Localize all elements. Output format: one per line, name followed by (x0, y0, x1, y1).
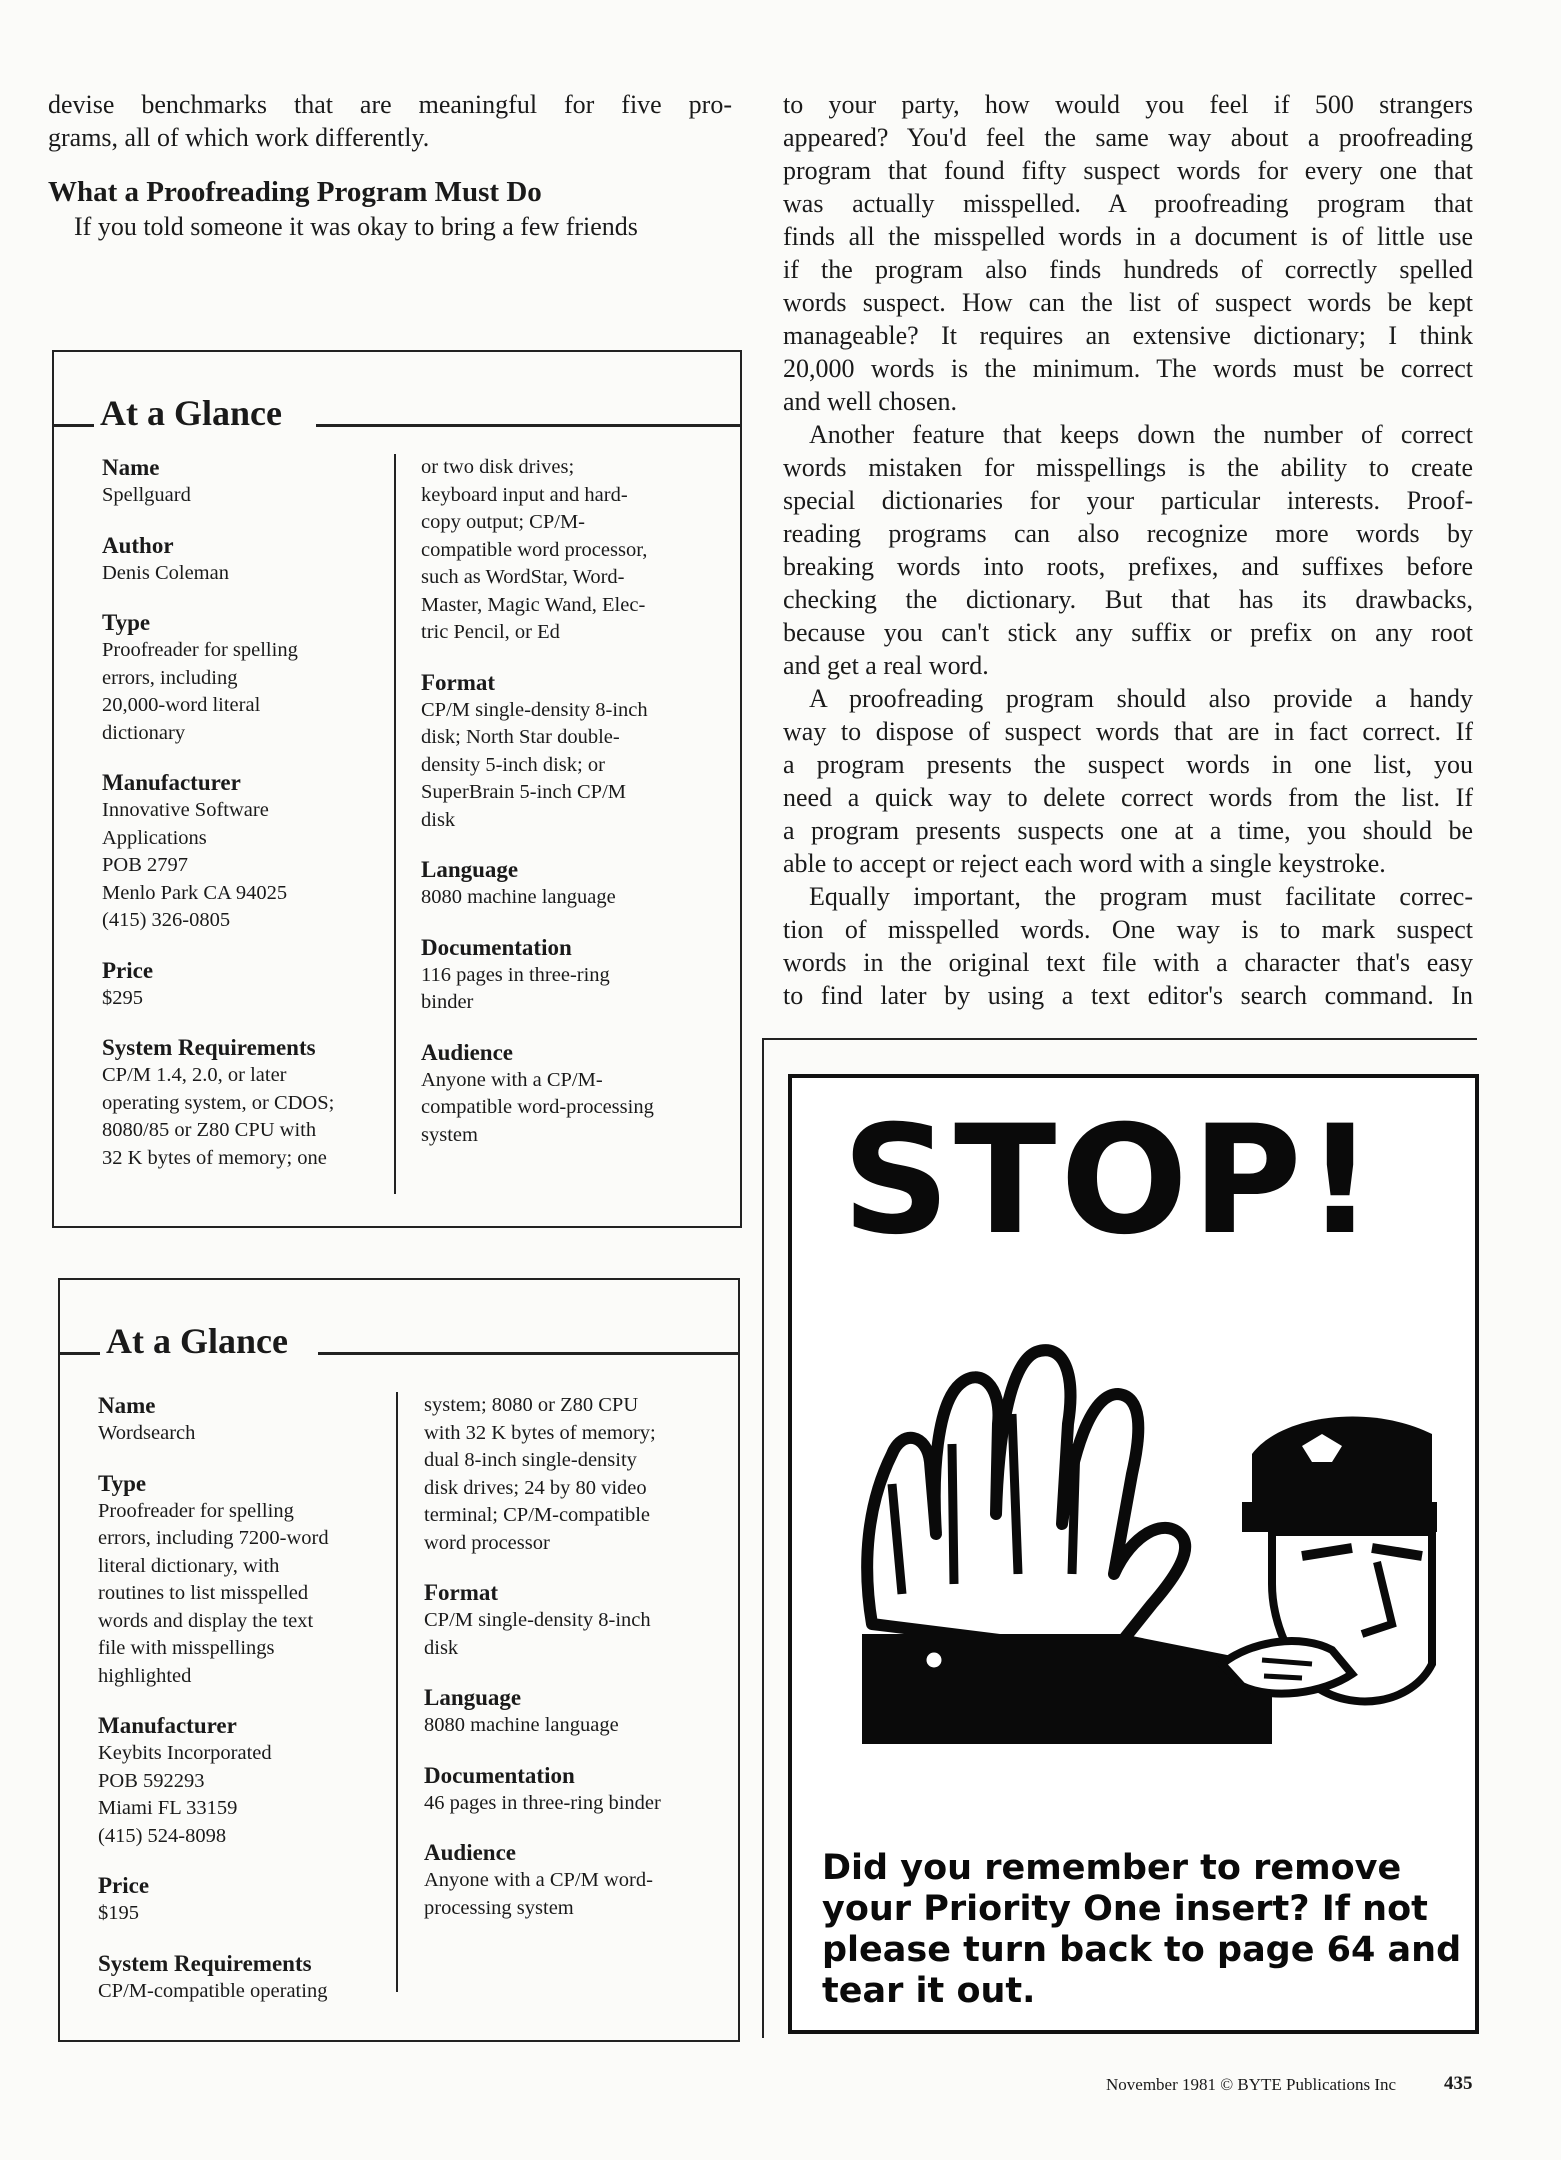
glance-value: POB 2797 (102, 854, 189, 876)
glance-item (102, 454, 392, 510)
glance-value: 20,000-word literal (102, 694, 261, 716)
glance-value: 46 pages in three-ring binder (424, 1791, 661, 1814)
glance-value: Master, Magic Wand, Elec- (421, 593, 646, 616)
stop-advertisement (788, 1074, 1479, 2034)
glance-value: density 5-inch disk; or (421, 753, 605, 776)
section-heading: What a Proofreading Program Must Do (48, 176, 542, 208)
glance-value: system (421, 1123, 478, 1146)
glance-value: Anyone with a CP/M word- (424, 1869, 653, 1891)
glance-label: Type (102, 610, 151, 635)
glance-value: word processor (424, 1531, 550, 1554)
body-line: words suspect. How can the list of suspect words be kept (783, 288, 1473, 317)
rule-above-ad (762, 1038, 1477, 1040)
glance-title (54, 388, 740, 440)
glance-value: compatible word-processing (421, 1096, 654, 1118)
body-line: devise benchmarks that are meaningful for five pro- (48, 90, 732, 119)
ad-message-line: your Priority One insert? If not (822, 1889, 1428, 1929)
page-number: 435 (1444, 2073, 1473, 2094)
glance-value: copy output; CP/M- (421, 511, 586, 533)
glance-label: Language (424, 1685, 522, 1710)
glance-item (98, 1950, 394, 2006)
glance-item (102, 1034, 392, 1172)
glance-item (421, 454, 731, 647)
glance-value: disk drives; 24 by 80 video (424, 1476, 647, 1499)
at-a-glance-spellguard (52, 350, 742, 1228)
glance-value: such as WordStar, Word- (421, 566, 625, 588)
glance-value: CP/M single-density 8-inch (424, 1609, 651, 1631)
glance-value: Wordsearch (98, 1422, 196, 1444)
left-column-intro (48, 88, 732, 243)
glance-label: Format (424, 1580, 499, 1605)
body-line: way to dispose of suspect words that are in fact correct. If (783, 717, 1473, 746)
body-line: a program presents suspects one at a time, you should be (783, 816, 1473, 845)
glance-item (424, 1392, 734, 1557)
glance-value: literal dictionary, with (98, 1554, 280, 1577)
glance-left-column (98, 1392, 394, 2027)
glance-value: file with misspellings (98, 1637, 275, 1659)
glance-value: Keybits Incorporated (98, 1742, 272, 1764)
glance-label: Price (102, 957, 154, 983)
glance-item (102, 532, 392, 588)
glance-value: errors, including 7200-word (98, 1527, 329, 1549)
body-line: able to accept or reject each word with a single keystroke. (783, 849, 1386, 878)
column-divider (396, 1392, 398, 1992)
glance-item (421, 669, 731, 835)
glance-value: with 32 K bytes of memory; (424, 1421, 656, 1444)
glance-item (424, 1839, 734, 1922)
body-line: finds all the misspelled words in a document is of little use (783, 222, 1473, 251)
glance-label: Manufacturer (102, 770, 241, 795)
body-line: words in the original text file with a character that's easy (783, 948, 1473, 977)
glance-value: disk (421, 808, 456, 831)
glance-value: tric Pencil, or Ed (421, 621, 560, 643)
glance-value: errors, including (102, 666, 238, 689)
glance-item (98, 1712, 394, 1850)
glance-item (421, 1039, 731, 1150)
glance-item (98, 1872, 394, 1928)
glance-item (424, 1762, 734, 1818)
glance-value: binder (421, 991, 474, 1013)
body-line: Equally important, the program must facilitate correc- (809, 882, 1473, 911)
glance-value: Menlo Park CA 94025 (102, 881, 288, 904)
body-line: because you can't stick any suffix or prefix on any root (783, 618, 1473, 647)
body-line: A proofreading program should also provide a handy (809, 684, 1473, 713)
glance-item (421, 856, 731, 912)
glance-item (102, 769, 392, 935)
glance-title (60, 1316, 738, 1368)
body-line: reading programs can also recognize more words by (783, 519, 1473, 548)
glance-value: disk; North Star double- (421, 726, 620, 748)
glance-value: Applications (102, 826, 207, 849)
body-line: checking the dictionary. But that has its drawbacks, (783, 585, 1473, 614)
glance-title-text: At a Glance (100, 393, 282, 433)
glance-label: Price (98, 1873, 150, 1898)
glance-value: keyboard input and hard- (421, 483, 628, 506)
glance-label: Language (421, 857, 519, 882)
footer-credit: November 1981 © BYTE Publications Inc (1106, 2075, 1397, 2094)
glance-value: CP/M-compatible operating (98, 1979, 328, 2002)
body-line: manageable? It requires an extensive dictionary; I think (783, 321, 1473, 350)
glance-label: Name (102, 455, 160, 480)
glance-item (98, 1470, 394, 1691)
body-line: grams, all of which work differently. (48, 123, 430, 152)
body-line: appeared? You'd feel the same way about a proofreading (783, 123, 1473, 152)
glance-item (98, 1392, 394, 1448)
body-line: to find later by using a text editor's search command. In (783, 981, 1473, 1010)
glance-item (102, 609, 392, 747)
glance-label: Audience (424, 1840, 516, 1865)
glance-value: 8080/85 or Z80 CPU with (102, 1119, 317, 1141)
glance-right-column (424, 1392, 734, 1944)
body-line: tion of misspelled words. One way is to mark suspect (783, 915, 1473, 944)
body-line: if the program also finds hundreds of correctly spelled (783, 255, 1473, 284)
body-line: and get a real word. (783, 651, 989, 680)
glance-value: (415) 524-8098 (98, 1824, 227, 1847)
glance-value: CP/M single-density 8-inch (421, 698, 648, 721)
body-line: breaking words into roots, prefixes, and suffixes before (783, 552, 1473, 581)
glance-value: Proofreader for spelling (98, 1499, 294, 1522)
glance-value: $295 (102, 986, 143, 1009)
glance-value: $195 (98, 1902, 139, 1924)
stop-headline: STOP! (842, 1094, 1379, 1268)
glance-value: Proofreader for spelling (102, 639, 298, 661)
column-divider (394, 454, 396, 1194)
ad-message-line: tear it out. (822, 1971, 1036, 2011)
glance-item (102, 957, 392, 1013)
glance-label: System Requirements (98, 1950, 312, 1976)
right-column-text (783, 88, 1473, 1012)
body-line: 20,000 words is the minimum. The words must be correct (783, 354, 1473, 383)
body-line: to your party, how would you feel if 500 strangers (783, 90, 1473, 119)
glance-label: Name (98, 1393, 156, 1418)
glance-value: operating system, or CDOS; (102, 1091, 335, 1114)
ad-message (822, 1848, 1461, 2012)
body-line: a program presents the suspect words in one list, you (783, 750, 1473, 779)
ad-frame-left-edge (762, 1038, 764, 2038)
ad-message-line: please turn back to page 64 and (822, 1930, 1462, 1970)
glance-label: Format (421, 669, 496, 695)
glance-right-column (421, 454, 731, 1171)
glance-value: terminal; CP/M-compatible (424, 1504, 651, 1526)
glance-value: 116 pages in three-ring (421, 963, 610, 986)
glance-value: words and display the text (98, 1609, 314, 1632)
body-line: program that found fifty suspect words for every one that (783, 156, 1473, 185)
glance-item (424, 1684, 734, 1740)
glance-value: CP/M 1.4, 2.0, or later (102, 1064, 287, 1086)
glance-item (421, 934, 731, 1017)
glance-left-column (102, 454, 392, 1194)
glance-value: system; 8080 or Z80 CPU (424, 1394, 639, 1416)
body-line: If you told someone it was okay to bring a few friends (74, 212, 638, 241)
glance-value: Spellguard (102, 484, 191, 506)
glance-label: Documentation (421, 934, 572, 960)
glance-value: Miami FL 33159 (98, 1797, 238, 1819)
ad-message-line: Did you remember to remove (822, 1848, 1402, 1888)
body-line: words mistaken for misspellings is the ability to create (783, 453, 1473, 482)
at-a-glance-wordsearch (58, 1278, 740, 2042)
body-line: and well chosen. (783, 387, 958, 416)
glance-label: System Requirements (102, 1035, 316, 1060)
glance-label: Manufacturer (98, 1713, 237, 1738)
glance-title-text: At a Glance (106, 1321, 288, 1361)
glance-value: 8080 machine language (424, 1714, 619, 1736)
glance-value: or two disk drives; (421, 456, 575, 478)
glance-label: Documentation (424, 1762, 575, 1788)
police-officer-hand-illustration (832, 1334, 1442, 1744)
body-line: special dictionaries for your particular interests. Proof- (783, 486, 1473, 515)
glance-value: processing system (424, 1896, 574, 1919)
glance-value: Anyone with a CP/M- (421, 1068, 603, 1091)
glance-value: compatible word processor, (421, 538, 648, 561)
glance-value: dual 8-inch single-density (424, 1449, 637, 1471)
glance-value: SuperBrain 5-inch CP/M (421, 781, 626, 803)
glance-value: dictionary (102, 721, 186, 744)
glance-label: Type (98, 1470, 147, 1496)
body-line: was actually misspelled. A proofreading program that (783, 189, 1473, 218)
glance-value: 8080 machine language (421, 886, 616, 908)
glance-value: highlighted (98, 1664, 192, 1687)
glance-item (424, 1579, 734, 1662)
glance-value: POB 592293 (98, 1769, 205, 1792)
glance-value: Denis Coleman (102, 561, 229, 584)
glance-value: routines to list misspelled (98, 1582, 309, 1604)
glance-label: Author (102, 532, 174, 558)
glance-value: Innovative Software (102, 799, 269, 821)
glance-label: Audience (421, 1039, 513, 1065)
glance-value: 32 K bytes of memory; one (102, 1146, 327, 1169)
glance-value: (415) 326-0805 (102, 909, 231, 931)
glance-value: disk (424, 1636, 459, 1659)
body-line: Another feature that keeps down the number of correct (809, 420, 1473, 449)
body-line: need a quick way to delete correct words from the list. If (783, 783, 1473, 812)
